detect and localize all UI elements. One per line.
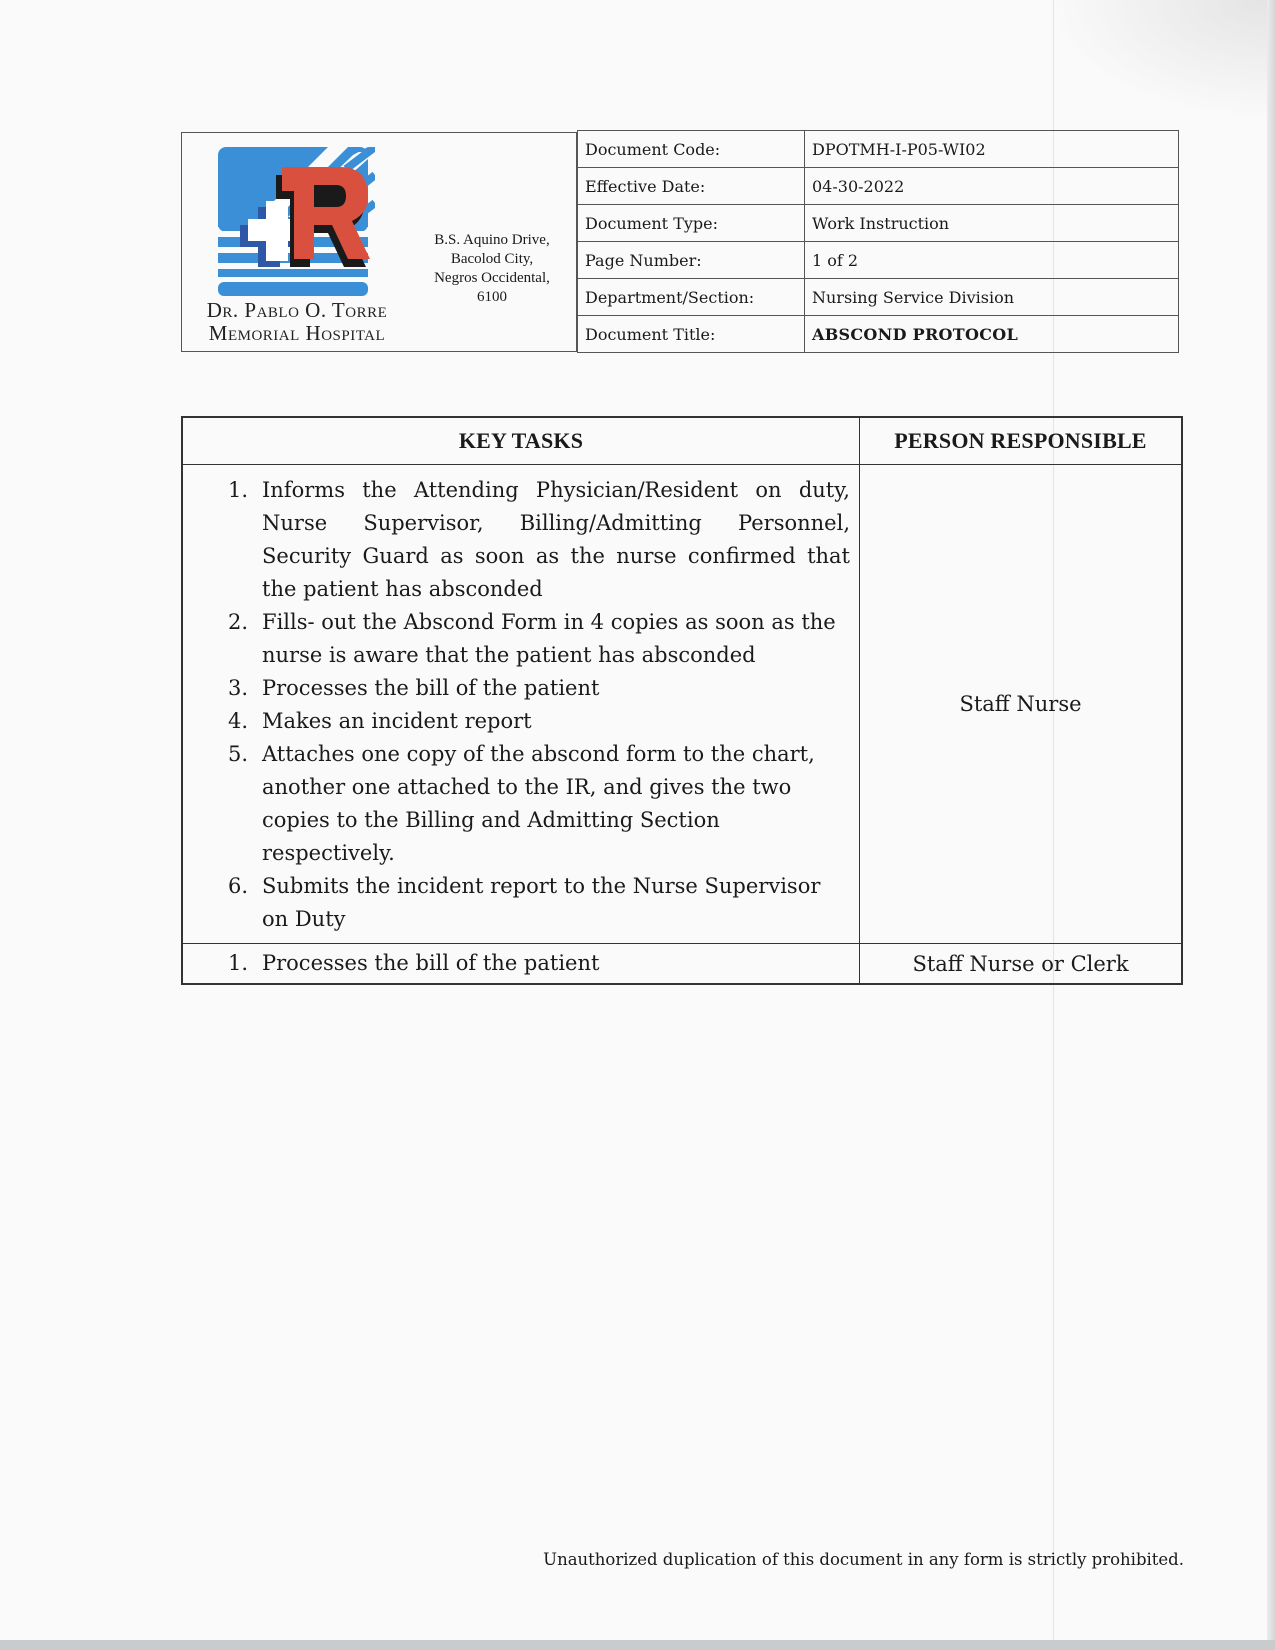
task-text: Makes an incident report (262, 709, 532, 733)
address-line: Bacolod City, (450, 251, 534, 267)
meta-row-document-type (578, 205, 1179, 242)
tasks-cell (182, 944, 860, 985)
table-row (182, 465, 1182, 944)
person-responsible: Staff Nurse (860, 465, 1183, 944)
address-line: B.S. Aquino Drive, (434, 232, 550, 248)
hospital-address (412, 231, 572, 307)
tasks-cell (182, 465, 860, 944)
task-number: 5. (227, 742, 248, 766)
duplication-notice: Unauthorized duplication of this document in any form is strictly prohibited. (543, 1550, 1184, 1569)
tasks-header-row (182, 417, 1182, 465)
meta-row-document-title (578, 316, 1179, 353)
meta-label: Document Title: (578, 316, 805, 353)
meta-label: Document Code: (578, 131, 805, 168)
list-item (184, 870, 850, 936)
list-item (184, 672, 850, 705)
task-number: 2. (227, 610, 248, 634)
task-text: Processes the bill of the patient (262, 951, 600, 975)
hospital-name-line2: Memorial Hospital (208, 321, 386, 345)
header-key-tasks: KEY TASKS (182, 417, 860, 465)
meta-value: DPOTMH-I-P05-WI02 (805, 131, 1179, 168)
table-row (182, 944, 1182, 985)
task-list (184, 945, 858, 982)
scan-edge-bottom (0, 1640, 1275, 1650)
meta-row-effective-date (578, 168, 1179, 205)
task-text: Informs the Attending Physician/Resident on duty, Nurse Supervisor, Billing/Admitting Personnel, Security Guard as soon as the nurse confirmed that the patient has absconded (262, 478, 850, 601)
task-text: Submits the incident report to the Nurse Supervisor on Duty (262, 874, 821, 931)
address-line: 6100 (477, 289, 507, 305)
task-text: Processes the bill of the patient (262, 676, 600, 700)
list-item (184, 705, 850, 738)
header-person-responsible: PERSON RESPONSIBLE (860, 417, 1183, 465)
scan-corner-shadow (1047, 0, 1267, 120)
meta-row-department (578, 279, 1179, 316)
task-number: 4. (227, 709, 248, 733)
key-tasks-table (181, 416, 1183, 985)
hospital-name (182, 299, 412, 345)
address-line: Negros Occidental, (434, 270, 550, 286)
meta-label: Page Number: (578, 242, 805, 279)
scan-edge-right (1267, 0, 1275, 1650)
meta-row-document-code (578, 131, 1179, 168)
task-number: 1. (227, 951, 248, 975)
meta-row-page-number (578, 242, 1179, 279)
document-title: ABSCOND PROTOCOL (805, 316, 1179, 353)
list-item (184, 947, 850, 980)
person-responsible: Staff Nurse or Clerk (860, 944, 1183, 985)
meta-label: Department/Section: (578, 279, 805, 316)
document-meta-table (577, 130, 1179, 353)
task-text: Fills- out the Abscond Form in 4 copies as soon as the nurse is aware that the patient has absconded (262, 610, 836, 667)
task-number: 3. (227, 676, 248, 700)
meta-label: Effective Date: (578, 168, 805, 205)
hospital-name-line1: Dr. Pablo O. Torre (206, 298, 388, 322)
brand-box (181, 132, 577, 352)
document-header (181, 130, 1179, 352)
list-item (184, 606, 850, 672)
meta-value: Nursing Service Division (805, 279, 1179, 316)
task-text: Attaches one copy of the abscond form to the chart, another one attached to the IR, and gives the two copies to the Billing and Admitting Section respectively. (262, 742, 815, 865)
meta-value: 1 of 2 (805, 242, 1179, 279)
list-item (184, 474, 850, 606)
meta-value: 04-30-2022 (805, 168, 1179, 205)
task-number: 1. (227, 478, 248, 502)
task-list (184, 466, 858, 942)
meta-value: Work Instruction (805, 205, 1179, 242)
meta-label: Document Type: (578, 205, 805, 242)
task-number: 6. (227, 874, 248, 898)
list-item (184, 738, 850, 870)
hospital-cross-r-logo-icon (218, 147, 375, 300)
